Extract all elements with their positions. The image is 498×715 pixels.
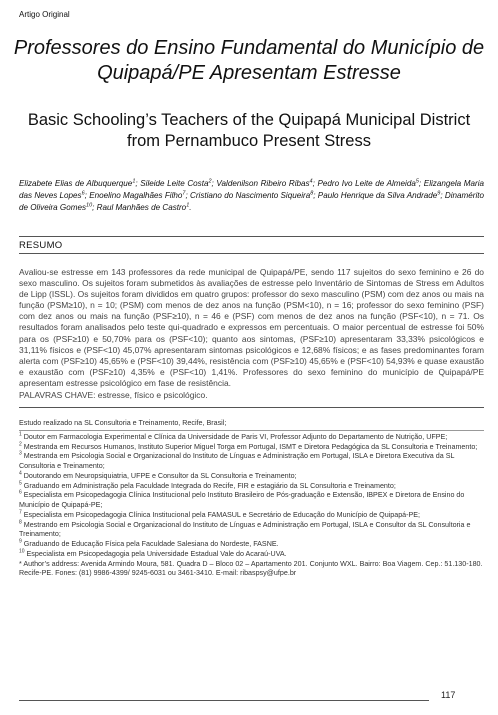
footnote-text: Especialista em Psicopedagogia pela Universidade Estadual Vale do Acaraú-UVA.: [26, 549, 287, 558]
page-number: 117: [441, 690, 456, 700]
author-affiliation-number: 7: [182, 190, 186, 197]
author-separator: ;: [440, 191, 445, 200]
author-address: * Author’s address: Avenida Armindo Moura, 581. Quadra D – Bloco 02 – Apartamento 201. Conjunto WXL. Bairro: Boa Viagem. Cep.: 51.130-180. Recife-PE. Fones: (81) 9986-4399/ 9245-6031 ou 3461-3410. E-mail: ribaspsy@ufpe.br: [19, 559, 483, 578]
footnote-text: Mestranda em Psicologia Social e Organizacional do Instituto de Línguas e Administração em Portugal, ISLA e Diretora Executiva da SL Consultoria e Treinamento;: [19, 452, 455, 470]
footnote-text: Especialista em Psicopedagogia Clínica Institucional pelo Instituto Brasileiro de Pós-graduação e Extensão, IBPEX e Diretora de Ensino do Município de Quipapá-PE;: [19, 491, 465, 509]
footnote-number: 1: [19, 431, 22, 438]
author-separator: ;: [135, 179, 141, 188]
author-entry: [190, 191, 318, 200]
footnote-item: [19, 452, 484, 472]
author-entry: [318, 191, 445, 200]
author-affiliation-number: 8: [310, 190, 314, 197]
footnote-number: 10: [19, 548, 25, 555]
footnote-divider: [19, 430, 484, 431]
author-name: Enoelino Magalhães Filho: [89, 191, 183, 200]
author-separator: ;: [312, 179, 318, 188]
footnote-number: 3: [19, 450, 22, 457]
study-note: Estudo realizado na SL Consultoria e Treinamento, Recife, Brasil;: [19, 419, 227, 427]
keywords-values: estresse, físico e psicológico.: [97, 390, 208, 400]
abstract-text: Avaliou-se estresse em 143 professores da rede municipal de Quipapá/PE, sendo 117 sujeitos do sexo feminino e 26 do sexo masculino. Os sujeitos foram submetidos às avaliações de estresse pelo Inventário de Sintomas de Stress em Adultos de Lipp (ISSL). Os sujeitos foram divididos em quatro grupos: professor do sexo masculino (PSM) com dez anos ou mais na função (PSM≥10), n = 10; (PSM) com menos de dez anos na função (PSM<10), n = 16; professor do sexo feminino (PSF) com dez anos ou mais na função (PSF≥10), n = 46 e (PSF) com menos de dez anos na função (PSF<10), n = 71. Os resultados foram analisados pelo teste qui-quadrado e expressos em percentuais. O maior percentual de estresse foi 50% para os (PSF≥10) e 50,70% para os (PSF<10); quanto aos sintomas, (PSF≥10) apresentaram 33,33% psicológicos e 31,11% físicos e (PSF<10) 45,07% apresentaram sintomas psicológicos e 12,68% físicos; e as fases predominantes foram alerta com (PSF≥10) 45,65% e (PSF<10) 39,44%, resistência com (PSF≥10) 45,65% e (PSF<10) 54,93% e quase exaustão e exaustão com (PSF≥10) 4,35% e (PSF<10) 1,41%. Professores do sexo feminino do município de Quipapá/PE apresentam estresse psicológico em fase de resistência.: [19, 267, 484, 388]
author-name: Elizangela Maria das Neves Lopes: [19, 179, 485, 200]
author-separator: ;: [185, 191, 190, 200]
title-english: Basic Schooling’s Teachers of the Quipapá Municipal District from Pernambuco Present Stress: [27, 111, 471, 150]
footnote-number: 8: [19, 519, 22, 526]
author-entry: [317, 179, 423, 188]
section-divider-top: [19, 236, 484, 237]
article-type-label: Artigo Original: [19, 10, 70, 19]
footnote-text: Doutorando em Neuropsiquiatria, UFPE e Consultor da SL Consultoria e Treinamento;: [23, 471, 297, 480]
keywords-line: [19, 390, 208, 400]
footnote-text: Mestrando em Psicologia Social e Organizacional do Instituto de Línguas e Administração em Portugal, ISLA e Consultor da SL Consultoria e Treinamento;: [19, 520, 471, 539]
author-entry: [19, 179, 140, 188]
author-separator: .: [189, 203, 192, 212]
author-affiliation-number: 5: [415, 178, 419, 185]
footnote-item: [19, 472, 484, 482]
author-separator: ;: [313, 191, 318, 200]
author-name: Valdenilson Ribeiro Ribas: [216, 179, 310, 188]
footnote-item: [19, 433, 484, 443]
footnote-item: [19, 511, 484, 521]
footnote-number: 5: [19, 480, 22, 487]
author-name: Pedro Ivo Leite de Almeida: [317, 179, 416, 188]
footnote-text: Doutor em Farmacologia Experimental e Clínica da Universidade de Paris VI, Professor Adjunto do Departamento de Nutrição, UFPE;: [23, 432, 448, 441]
footnote-number: 6: [19, 489, 22, 496]
footnote-item: [19, 550, 484, 560]
author-separator: ;: [211, 179, 217, 188]
footnote-item: [19, 491, 484, 511]
section-divider-resumo: [19, 253, 484, 254]
author-affiliation-number: 10: [86, 202, 93, 209]
author-name: Paulo Henrique da Silva Andrade: [317, 191, 438, 200]
author-affiliation-number: 1: [132, 178, 136, 185]
footnote-item: [19, 482, 484, 492]
footnote-text: Graduando de Educação Física pela Faculdade Salesiana do Nordeste, FASNE.: [23, 540, 279, 548]
author-name: Cristiano do Nascimento Siqueira: [190, 191, 311, 200]
author-affiliation-number: 1: [186, 202, 190, 209]
author-entry: [89, 191, 190, 200]
footnote-item: [19, 521, 484, 541]
author-affiliation-number: 2: [208, 178, 212, 185]
author-name: Raul Manhães de Castro: [96, 203, 187, 212]
author-list: [19, 178, 484, 214]
author-affiliation-number: 9: [437, 190, 441, 197]
author-name: Elizabete Elias de Albuquerque: [19, 179, 133, 188]
author-entry: [140, 179, 216, 188]
section-divider-notes: [19, 407, 484, 408]
footnote-number: 4: [19, 470, 22, 477]
author-affiliation-number: 6: [81, 190, 85, 197]
footnote-text: Especialista em Psicopedagogia Clínica Institucional pela FAMASUL e Secretário de Educação do Município de Quipapá-PE;: [23, 510, 421, 519]
footnote-item: [19, 540, 484, 550]
footnote-number: 2: [19, 441, 22, 448]
author-name: Sileide Leite Costa: [140, 179, 209, 188]
footnote-text: Graduando em Administração pela Faculdade Integrada do Recife, FIR e estagiário da SL Consultoria e Treinamento;: [23, 481, 396, 490]
footnote-text: Mestranda em Recursos Humanos, Instituto Superior Miguel Torga em Portugal, ISMT e Diretora Pedagógica da SL Consultoria e Treinamento;: [23, 442, 478, 451]
footer-rule: [19, 700, 429, 701]
author-affiliation-number: 4: [309, 178, 313, 185]
author-separator: ;: [418, 179, 424, 188]
author-separator: ;: [92, 203, 97, 212]
footnote-number: 7: [19, 509, 22, 516]
title-portuguese: Professores do Ensino Fundamental do Município de Quipapá/PE Apresentam Estresse: [13, 37, 485, 84]
resumo-heading: RESUMO: [19, 240, 63, 251]
footnotes-block: [19, 419, 484, 579]
author-entry: [216, 179, 317, 188]
footnote-number: 9: [19, 538, 22, 545]
keywords-label: PALAVRAS CHAVE:: [19, 390, 96, 400]
footnote-item: [19, 443, 484, 453]
footnote-list: [19, 433, 484, 560]
author-entry: [97, 203, 192, 212]
author-name: Dinamérito de Oliveira Gomes: [19, 191, 485, 212]
author-separator: ;: [84, 191, 90, 200]
